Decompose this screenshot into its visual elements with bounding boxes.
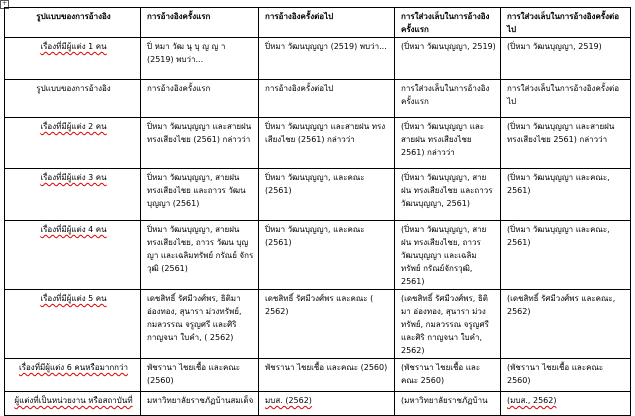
table-cell[interactable]: (เดชสิทธิ์ รัศมีวงศ์พร, ธิติมา อ่องทอง, สุนารา ม่วงทรัพย์, กมลวรรณ จรูญศรี และศิริ กาญจนา ใบคำ, 2562) — [395, 290, 501, 359]
cell-text: เรื่องที่มีผู้แต่ง 5 คน — [40, 294, 107, 303]
cell-text: (มบส., 2562) — [507, 396, 557, 405]
table-cell[interactable] — [5, 38, 141, 80]
cell-text: มบส. (2562) — [265, 396, 312, 405]
cell-text: เรื่องที่มีผู้แต่ง 6 คนหรือมากกว่า — [18, 363, 129, 372]
table-row — [5, 169, 631, 221]
citation-format-table — [4, 7, 631, 416]
header-cell[interactable]: การอ้างอิงครั้งแรก — [141, 8, 259, 38]
table-cell[interactable]: การอ้างอิงครั้งแรก — [141, 80, 259, 118]
table-cell[interactable]: รูปแบบของการอ้างอิง — [5, 80, 141, 118]
table-cell[interactable]: การอ้างอิงครั้งต่อไป — [259, 80, 395, 118]
table-cell[interactable]: ปิ่หมา วัฒนบุญญา, และคณะ (2561) — [259, 169, 395, 221]
table-row — [5, 290, 631, 359]
header-cell[interactable]: การใส่วงเล็บในการอ้างอิงครั้งแรก — [395, 8, 501, 38]
header-cell[interactable]: การอ้างอิงครั้งต่อไป — [259, 8, 395, 38]
table-cell[interactable] — [5, 392, 141, 416]
table-cell[interactable]: ปิ่ หมา วัฒ นุ บุ ญ ญ า (2519) พบว่า... — [141, 38, 259, 80]
table-cell[interactable]: เดชสิทธิ์ รัศมีวงศ์พร, ธิติมา อ่องทอง, สุนารา ม่วงทรัพย์, กมลวรรณ จรูญศรี และศิริ กาญจนา ใบคำ, ( 2562) — [141, 290, 259, 359]
table-cell[interactable]: (มหาวิทยาลัยราชภัฏบ้าน — [395, 392, 501, 416]
table-cell[interactable]: (ปิ่หมา วัฒนบุญญา และสายฝน ทรงเสียงไชย 2561) กล่าวว่า — [501, 118, 631, 169]
table-cell[interactable]: พัชรานา ไชยเชื้อ และคณะ (2560) — [259, 359, 395, 392]
table-cell[interactable]: (ปิ่หมา วัฒนบุญญา, 2519) — [395, 38, 501, 80]
table-cell[interactable]: (พัชรานา ไชยเชื้อ และคณะ 2560) — [501, 359, 631, 392]
table-cell[interactable]: ปิ่หมา วัฒนบุญญา และสายฝน ทรงเสียงไชย (2561) กล่าวว่า — [141, 118, 259, 169]
cell-text: ผู้แต่งที่เป็นหน่วยงาน หรือสถาบันที่ — [14, 396, 133, 405]
table-row — [5, 118, 631, 169]
table-cell[interactable] — [5, 169, 141, 221]
table-cell[interactable]: การใส่วงเล็บในการอ้างอิงครั้งต่อไป — [501, 80, 631, 118]
table-cell[interactable]: ปิ่หมา วัฒนบุญญา (2519) พบว่า... — [259, 38, 395, 80]
table-cell[interactable] — [5, 118, 141, 169]
table-cell[interactable]: พัชรานา ไชยเชื้อ และคณะ (2560) — [141, 359, 259, 392]
cell-text: เรื่องที่มีผู้แต่ง 3 คน — [40, 173, 107, 182]
table-cell[interactable]: ปิ่หมา วัฒนบุญญา และสายฝน ทรงเสียงไชย (2561) กล่าวว่า — [259, 118, 395, 169]
table-row — [5, 359, 631, 392]
table-cell[interactable]: (ปิ่หมา วัฒนบุญญา, สายฝน ทรงเสียงไชย, ถาวร วัฒนบุญญา และเฉลิมทรัพย์ กรัณย์จักรวุฒิ, 2561) — [395, 221, 501, 290]
table-cell[interactable] — [5, 290, 141, 359]
table-cell[interactable]: ปิ่หมา วัฒนบุญญา, และคณะ (2561) — [259, 221, 395, 290]
table-cell[interactable] — [5, 359, 141, 392]
table-cell[interactable]: (เดชสิทธิ์ รัศมีวงศ์พร และคณะ, 2562) — [501, 290, 631, 359]
table-cell[interactable]: การใส่วงเล็บในการอ้างอิงครั้งแรก — [395, 80, 501, 118]
table-cell[interactable]: (ปิ่หมา วัฒนบุญญา และคณะ, 2561) — [501, 169, 631, 221]
table-cell[interactable] — [501, 392, 631, 416]
table-cell[interactable]: (พัชรานา ไชยเชื้อ และคณะ 2560) — [395, 359, 501, 392]
table-cell[interactable]: (ปิ่หมา วัฒนบุญญา และคณะ, 2561) — [501, 221, 631, 290]
table-cell[interactable]: มหาวิทยาลัยราชภัฏบ้านสมเด็จ — [141, 392, 259, 416]
header-cell[interactable]: การใส่วงเล็บในการอ้างอิงครั้งต่อไป — [501, 8, 631, 38]
table-row — [5, 392, 631, 416]
cell-text: เรื่องที่มีผู้แต่ง 2 คน — [40, 122, 107, 131]
table-cell[interactable]: (ปิ่หมา วัฒนบุญญา, สายฝน ทรงเสียงไชย และถาวร วัฒนบุญญา, 2561) — [395, 169, 501, 221]
cell-text: เรื่องที่มีผู้แต่ง 4 คน — [40, 225, 107, 234]
table-row — [5, 221, 631, 290]
table-row — [5, 38, 631, 80]
table-cell[interactable]: ปิ่หมา วัฒนบุญญา, สายฝน ทรงเสียงไชย, ถาวร วัฒน บุญญา และเฉลิมทรัพย์ กรัณย์ จักรวุฒิ (2561) — [141, 221, 259, 290]
table-cell[interactable] — [5, 221, 141, 290]
table-row — [5, 80, 631, 118]
table-cell[interactable]: เดชสิทธิ์ รัศมีวงศ์พร และคณะ ( 2562) — [259, 290, 395, 359]
table-move-handle-icon[interactable]: + — [1, 0, 8, 7]
header-cell[interactable]: รูปแบบของการอ้างอิง — [5, 8, 141, 38]
table-cell[interactable]: (ปิ่หมา วัฒนบุญญา, 2519) — [501, 38, 631, 80]
table-header-row — [5, 8, 631, 38]
cell-text: เรื่องที่มีผู้แต่ง 1 คน — [40, 42, 107, 51]
table-cell[interactable]: (ปิ่หมา วัฒนบุญญา และ สายฝน ทรงเสียงไชย 2561) กล่าวว่า — [395, 118, 501, 169]
table-cell[interactable]: ปิ่หมา วัฒนบุญญา, สายฝน ทรงเสียงไชย และถาวร วัฒน บุญญา (2561) — [141, 169, 259, 221]
table-cell[interactable] — [259, 392, 395, 416]
